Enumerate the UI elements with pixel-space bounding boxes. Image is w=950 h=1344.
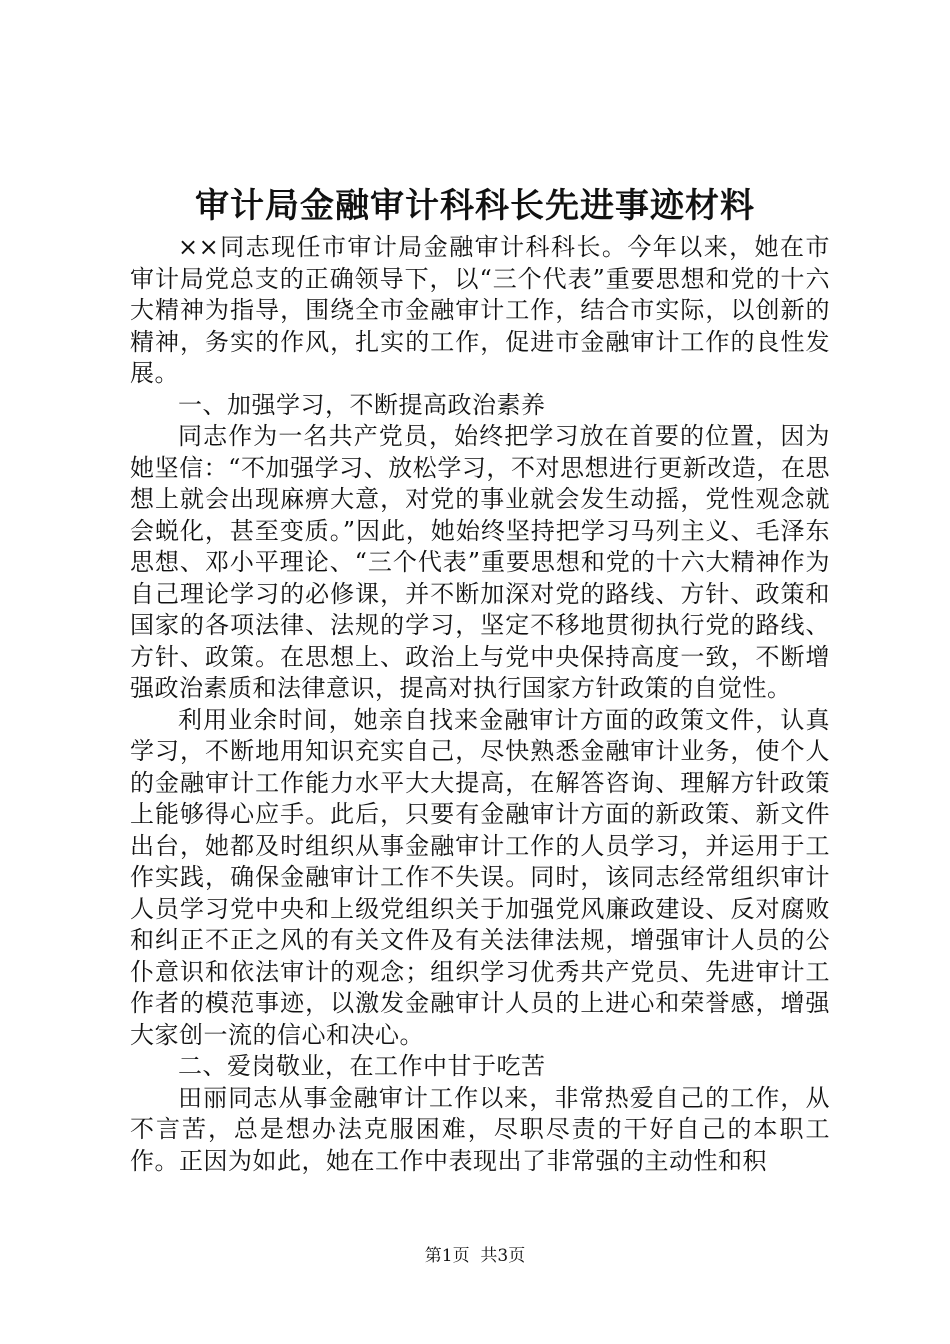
page-total: 共3页	[480, 1246, 526, 1266]
section-heading-1: 一、加强学习，不断提高政治素养	[178, 390, 546, 419]
section-heading-2: 二、爱岗敬业，在工作中甘于吃苦	[178, 1052, 546, 1080]
body-paragraph: 利用业余时间，她亲自找来金融审计方面的政策文件，认真学习，不断地用知识充实自己，尽快熟悉金融审计业务，使个人的金融审计工作能力水平大大提高，在解答咨询、理解方针政策上能够得心应手。此后，只要有金融审计方面的新政策、新文件出台，她都及时组织从事金融审计工作的人员学习，并运用于工作实践，确保金融审计工作不失误。同时，该同志经常组织审计人员学习党中央和上级党组织关于加强党风廉政建设、反对腐败和纠正不正之风的有关文件及有关法律法规，增强审计人员的公仆意识和依法审计的观念；组织学习优秀共产党员、先进审计工作者的模范事迹，以激发金融审计人员的上进心和荣誉感，增强大家创一流的信心和决心。	[130, 705, 830, 1049]
document-title: 审计局金融审计科科长先进事迹材料	[195, 186, 755, 226]
body-paragraph: 同志作为一名共产党员，始终把学习放在首要的位置，因为她坚信：“不加强学习、放松学习，不对思想进行更新改造，在思想上就会出现麻痹大意，对党的事业就会发生动摇，党性观念就会蜕化，甚至变质。”因此，她始终坚持把学习马列主义、毛泽东思想、邓小平理论、“三个代表”重要思想和党的十六大精神作为自己理论学习的必修课，并不断加深对党的路线、方针、政策和国家的各项法律、法规的学习，坚定不移地贯彻执行党的路线、方针、政策。在思想上、政治上与党中央保持高度一致，不断增强政治素质和法律意识，提高对执行国家方针政策的自觉性。	[130, 422, 830, 702]
intro-paragraph: ××同志现任市审计局金融审计科科长。今年以来，她在市审计局党总支的正确领导下，以“三个代表”重要思想和党的十六大精神为指导，围绕全市金融审计工作，结合市实际，以创新的精神，务实的作风，扎实的工作，促进市金融审计工作的良性发展。	[130, 233, 830, 387]
document-body	[130, 232, 830, 1177]
body-paragraph: 田丽同志从事金融审计工作以来，非常热爱自己的工作，从不言苦，总是想办法克服困难，尽职尽责的干好自己的本职工作。正因为如此，她在工作中表现出了非常强的主动性和积	[130, 1083, 830, 1175]
page-footer	[0, 1245, 950, 1267]
page-number: 第1页	[424, 1246, 470, 1266]
